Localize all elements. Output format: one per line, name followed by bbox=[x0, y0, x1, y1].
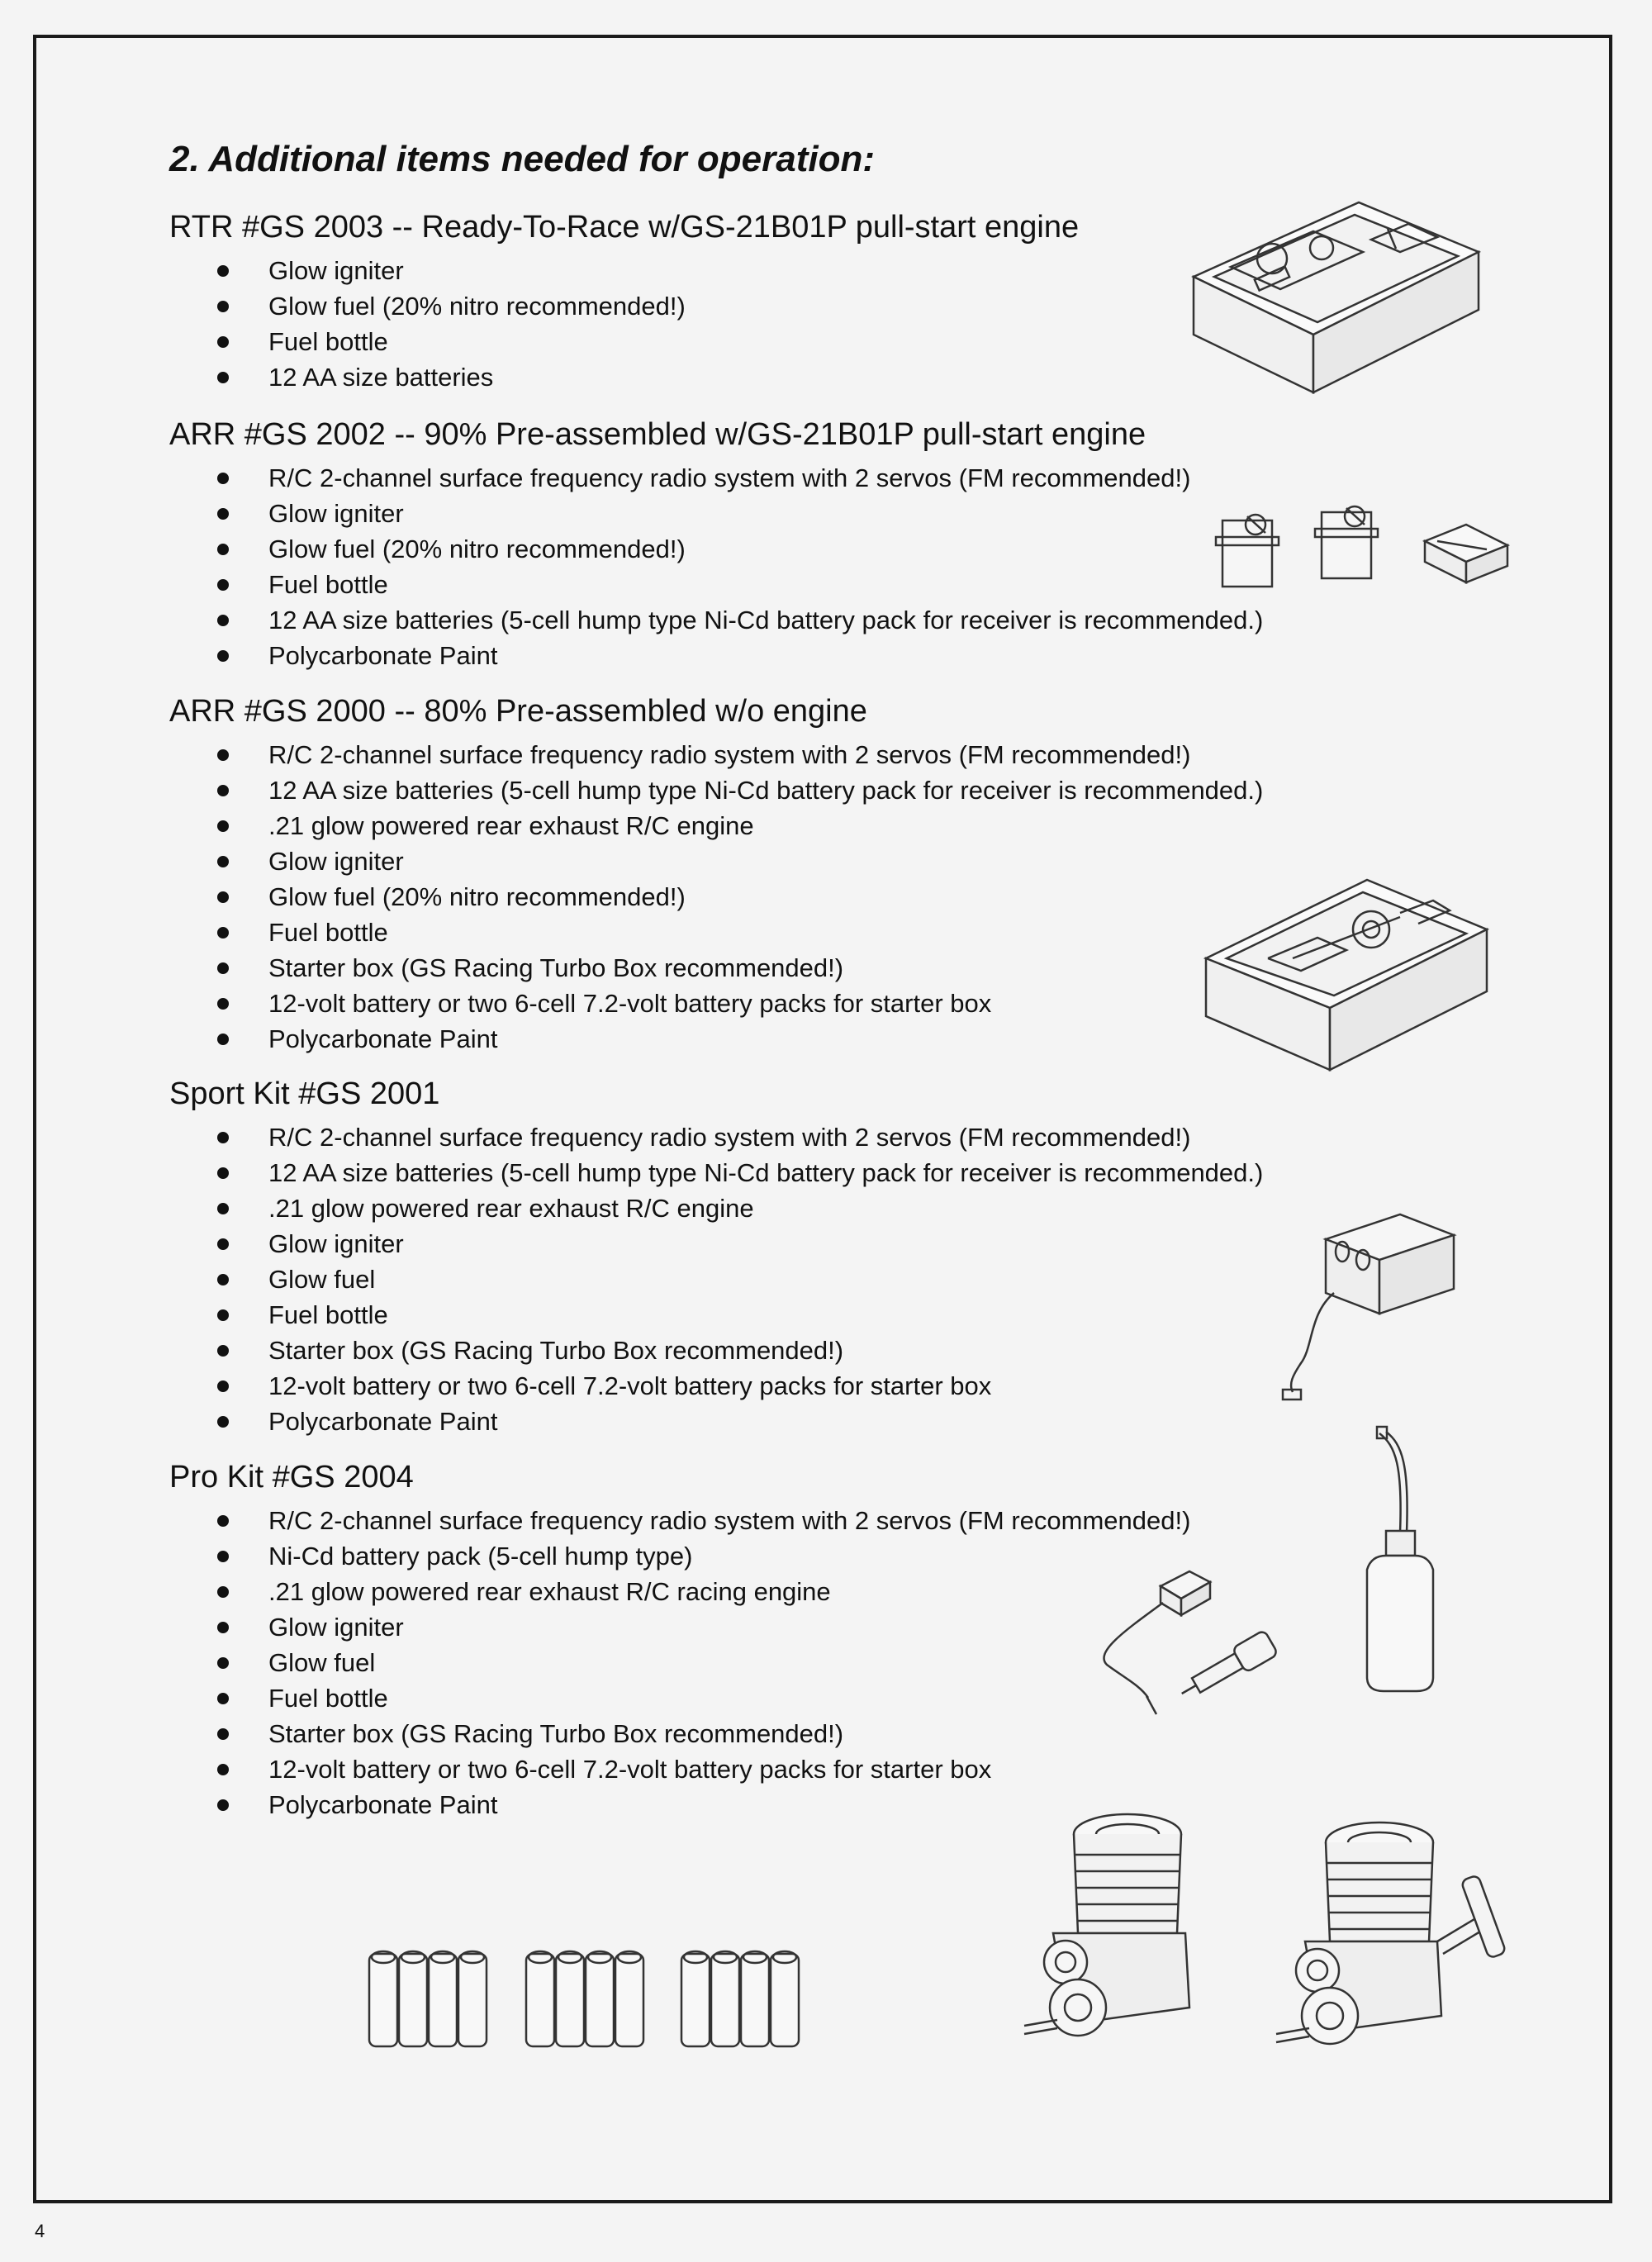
list-item: 12-volt battery or two 6-cell 7.2-volt battery packs for starter box bbox=[217, 986, 1263, 1021]
engine-illustration-2 bbox=[1268, 1818, 1532, 2065]
engine-illustration-1 bbox=[1020, 1809, 1218, 2057]
list-item: Fuel bottle bbox=[217, 915, 1263, 950]
list-item: Polycarbonate Paint bbox=[217, 1404, 1263, 1439]
item-list bbox=[169, 253, 1079, 395]
list-item: 12 AA size batteries (5-cell hump type Ni-Cd battery pack for receiver is recommended.) bbox=[217, 602, 1263, 638]
list-item: Glow fuel bbox=[217, 1645, 1190, 1680]
glow-igniter-illustration bbox=[1090, 1561, 1305, 1718]
page-title: 2. Additional items needed for operation: bbox=[169, 139, 876, 179]
list-item: Glow igniter bbox=[217, 253, 1079, 288]
arr-kit-box-illustration bbox=[1202, 834, 1491, 1074]
section-heading: ARR #GS 2000 -- 80% Pre-assembled w/o engine bbox=[169, 694, 867, 729]
list-item: Starter box (GS Racing Turbo Box recommended!) bbox=[217, 1716, 1190, 1751]
list-item: Glow fuel (20% nitro recommended!) bbox=[217, 531, 1263, 567]
section-arr-gs-2002 bbox=[169, 416, 1263, 673]
list-item: R/C 2-channel surface frequency radio system with 2 servos (FM recommended!) bbox=[217, 460, 1263, 496]
list-item: Glow igniter bbox=[217, 496, 1263, 531]
page-number: 4 bbox=[35, 2221, 45, 2241]
section-rtr-gs-2003 bbox=[169, 208, 1079, 395]
item-list bbox=[169, 1119, 1263, 1439]
section-heading: RTR #GS 2003 -- Ready-To-Race w/GS-21B01P pull-start engine bbox=[169, 210, 1080, 245]
section-sport-kit-gs-2001 bbox=[169, 1075, 1263, 1439]
item-list bbox=[169, 737, 1263, 1057]
list-item: Fuel bottle bbox=[217, 324, 1079, 359]
fuel-bottle-illustration bbox=[1346, 1425, 1446, 1698]
list-item: .21 glow powered rear exhaust R/C engine bbox=[217, 1190, 1263, 1226]
list-item: .21 glow powered rear exhaust R/C racing engine bbox=[217, 1574, 1190, 1609]
list-item: Glow igniter bbox=[217, 843, 1263, 879]
list-item: Fuel bottle bbox=[217, 1680, 1190, 1716]
item-list bbox=[169, 1503, 1190, 1822]
list-item: Polycarbonate Paint bbox=[217, 1787, 1190, 1822]
rtr-kit-box-illustration bbox=[1189, 169, 1487, 401]
section-pro-kit-gs-2004 bbox=[169, 1458, 1190, 1822]
list-item: Starter box (GS Racing Turbo Box recommended!) bbox=[217, 950, 1263, 986]
list-item: Glow igniter bbox=[217, 1609, 1190, 1645]
list-item: R/C 2-channel surface frequency radio system with 2 servos (FM recommended!) bbox=[217, 1503, 1190, 1538]
list-item: 12 AA size batteries (5-cell hump type Ni-Cd battery pack for receiver is recommended.) bbox=[217, 1155, 1263, 1190]
list-item: Glow igniter bbox=[217, 1226, 1263, 1262]
section-heading: ARR #GS 2002 -- 90% Pre-assembled w/GS-21B01P pull-start engine bbox=[169, 417, 1146, 452]
list-item: Glow fuel bbox=[217, 1262, 1263, 1297]
list-item: Polycarbonate Paint bbox=[217, 1021, 1263, 1057]
list-item: R/C 2-channel surface frequency radio system with 2 servos (FM recommended!) bbox=[217, 737, 1263, 772]
aa-batteries-illustration bbox=[368, 1946, 805, 2053]
list-item: Ni-Cd battery pack (5-cell hump type) bbox=[217, 1538, 1190, 1574]
list-item: 12 AA size batteries bbox=[217, 359, 1079, 395]
list-item: 12-volt battery or two 6-cell 7.2-volt battery packs for starter box bbox=[217, 1368, 1263, 1404]
battery-holder-illustration bbox=[1276, 1206, 1458, 1404]
list-item: 12 AA size batteries (5-cell hump type Ni-Cd battery pack for receiver is recommended.) bbox=[217, 772, 1263, 808]
list-item: Fuel bottle bbox=[217, 1297, 1263, 1333]
section-heading: Pro Kit #GS 2004 bbox=[169, 1460, 414, 1495]
section-arr-gs-2000 bbox=[169, 692, 1263, 1057]
section-heading: Sport Kit #GS 2001 bbox=[169, 1076, 440, 1111]
list-item: Glow fuel (20% nitro recommended!) bbox=[217, 288, 1079, 324]
list-item: Fuel bottle bbox=[217, 567, 1263, 602]
list-item: R/C 2-channel surface frequency radio system with 2 servos (FM recommended!) bbox=[217, 1119, 1263, 1155]
item-list bbox=[169, 460, 1263, 673]
servos-receiver-illustration bbox=[1214, 500, 1520, 599]
list-item: Polycarbonate Paint bbox=[217, 638, 1263, 673]
list-item: Starter box (GS Racing Turbo Box recommended!) bbox=[217, 1333, 1263, 1368]
list-item: Glow fuel (20% nitro recommended!) bbox=[217, 879, 1263, 915]
list-item: 12-volt battery or two 6-cell 7.2-volt battery packs for starter box bbox=[217, 1751, 1190, 1787]
list-item: .21 glow powered rear exhaust R/C engine bbox=[217, 808, 1263, 843]
